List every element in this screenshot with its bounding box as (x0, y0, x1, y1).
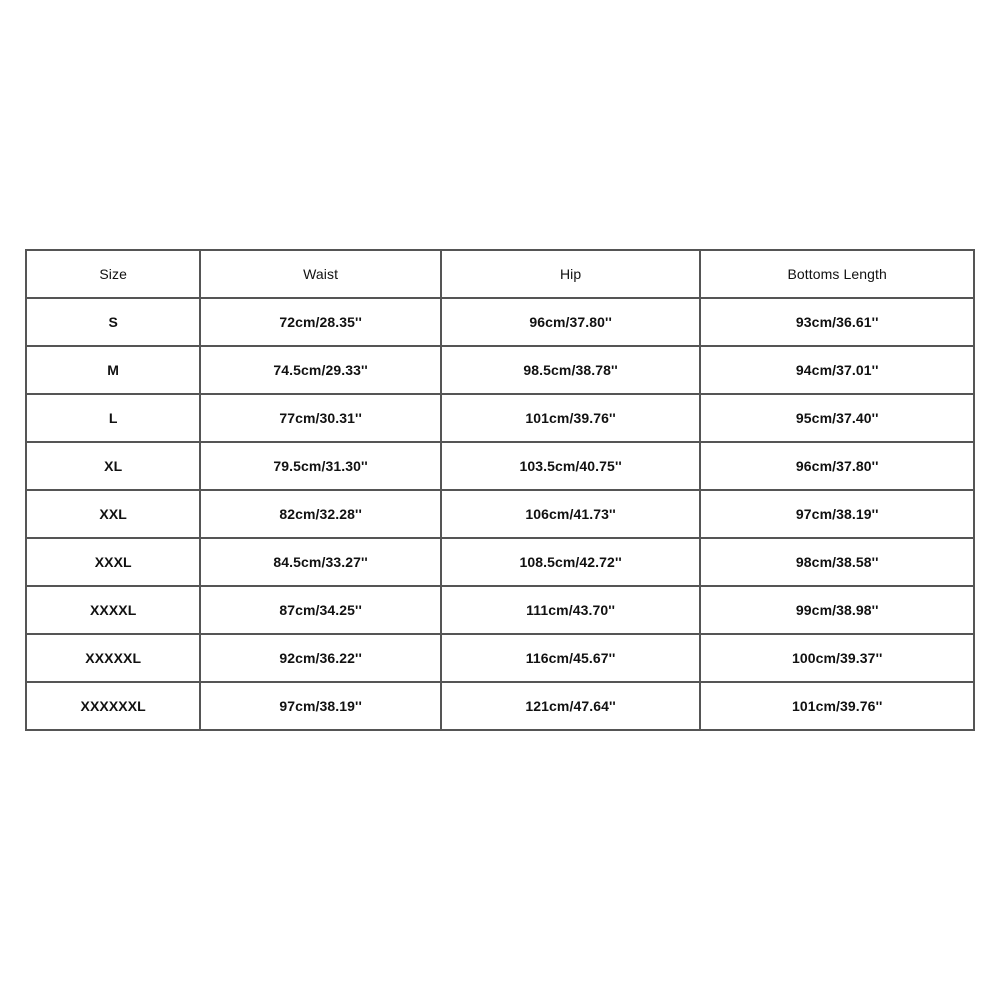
size-cell: XXXXXXL (26, 682, 200, 730)
header-row (26, 250, 974, 298)
size-cell: M (26, 346, 200, 394)
size-cell: XXL (26, 490, 200, 538)
table-row (26, 394, 974, 442)
waist-cell: 77cm/30.31'' (200, 394, 441, 442)
waist-cell: 84.5cm/33.27'' (200, 538, 441, 586)
bottoms-length-cell: 98cm/38.58'' (700, 538, 974, 586)
bottoms-length-cell: 99cm/38.98'' (700, 586, 974, 634)
waist-cell: 82cm/32.28'' (200, 490, 441, 538)
hip-cell: 106cm/41.73'' (441, 490, 701, 538)
table-row (26, 634, 974, 682)
bottoms-length-cell: 95cm/37.40'' (700, 394, 974, 442)
header-hip: Hip (441, 250, 701, 298)
hip-cell: 103.5cm/40.75'' (441, 442, 701, 490)
size-cell: XXXXL (26, 586, 200, 634)
waist-cell: 87cm/34.25'' (200, 586, 441, 634)
header-size: Size (26, 250, 200, 298)
bottoms-length-cell: 97cm/38.19'' (700, 490, 974, 538)
bottoms-length-cell: 101cm/39.76'' (700, 682, 974, 730)
table-row (26, 298, 974, 346)
hip-cell: 96cm/37.80'' (441, 298, 701, 346)
table-row (26, 346, 974, 394)
hip-cell: 98.5cm/38.78'' (441, 346, 701, 394)
waist-cell: 97cm/38.19'' (200, 682, 441, 730)
size-cell: XXXXXL (26, 634, 200, 682)
hip-cell: 116cm/45.67'' (441, 634, 701, 682)
bottoms-length-cell: 94cm/37.01'' (700, 346, 974, 394)
header-bottoms-length: Bottoms Length (700, 250, 974, 298)
hip-cell: 121cm/47.64'' (441, 682, 701, 730)
waist-cell: 92cm/36.22'' (200, 634, 441, 682)
size-cell: XL (26, 442, 200, 490)
table-row (26, 586, 974, 634)
size-cell: S (26, 298, 200, 346)
waist-cell: 79.5cm/31.30'' (200, 442, 441, 490)
waist-cell: 74.5cm/29.33'' (200, 346, 441, 394)
bottoms-length-cell: 96cm/37.80'' (700, 442, 974, 490)
table-row (26, 442, 974, 490)
table-row (26, 490, 974, 538)
table-row (26, 538, 974, 586)
size-cell: XXXL (26, 538, 200, 586)
bottoms-length-cell: 100cm/39.37'' (700, 634, 974, 682)
waist-cell: 72cm/28.35'' (200, 298, 441, 346)
bottoms-length-cell: 93cm/36.61'' (700, 298, 974, 346)
hip-cell: 108.5cm/42.72'' (441, 538, 701, 586)
size-cell: L (26, 394, 200, 442)
header-waist: Waist (200, 250, 441, 298)
hip-cell: 101cm/39.76'' (441, 394, 701, 442)
table-row (26, 682, 974, 730)
size-chart-table (25, 249, 975, 731)
hip-cell: 111cm/43.70'' (441, 586, 701, 634)
